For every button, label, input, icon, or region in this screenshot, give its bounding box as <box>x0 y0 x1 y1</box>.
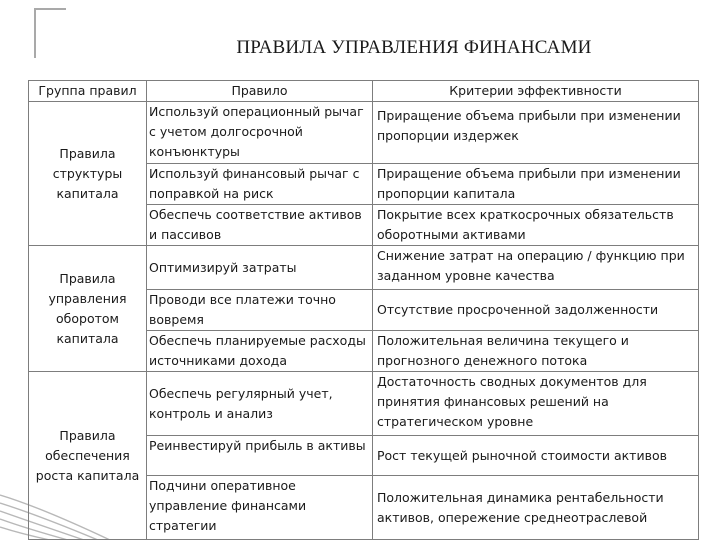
criterion-cell: Рост текущей рыночной стоимости активов <box>373 436 699 476</box>
criterion-cell: Приращение объема прибыли при изменении пропорции капитала <box>373 164 699 205</box>
criterion-cell: Приращение объема прибыли при изменении пропорции издержек <box>373 102 699 164</box>
rule-cell: Обеспечь регулярный учет, контроль и анализ <box>147 372 373 436</box>
table-row <box>29 246 699 290</box>
table-row <box>29 372 699 436</box>
group-cell: Правила управления оборотом капитала <box>29 246 147 372</box>
rule-cell: Подчини оперативное управление финансами стратегии <box>147 476 373 540</box>
criterion-cell: Положительная динамика рентабельности активов, опережение среднеотраслевой <box>373 476 699 540</box>
criterion-cell: Положительная величина текущего и прогнозного денежного потока <box>373 331 699 372</box>
rules-table <box>28 80 699 540</box>
table-row <box>29 102 699 164</box>
header-criteria: Критерии эффективности <box>373 81 699 102</box>
rule-cell: Оптимизируй затраты <box>147 246 373 290</box>
criterion-cell: Достаточность сводных документов для принятия финансовых решений на стратегическом уровне <box>373 372 699 436</box>
criterion-cell: Покрытие всех краткосрочных обязательств оборотными активами <box>373 205 699 246</box>
criterion-cell: Снижение затрат на операцию / функцию при заданном уровне качества <box>373 246 699 290</box>
rule-cell: Обеспечь соответствие активов и пассивов <box>147 205 373 246</box>
group-cell: Правила структуры капитала <box>29 102 147 246</box>
header-rule: Правило <box>147 81 373 102</box>
rule-cell: Используй операционный рычаг с учетом долгосрочной конъюнктуры <box>147 102 373 164</box>
header-group: Группа правил <box>29 81 147 102</box>
criterion-cell: Отсутствие просроченной задолженности <box>373 290 699 331</box>
rule-cell: Обеспечь планируемые расходы источниками дохода <box>147 331 373 372</box>
page-title: ПРАВИЛА УПРАВЛЕНИЯ ФИНАНСАМИ <box>236 37 592 58</box>
rule-cell: Проводи все платежи точно вовремя <box>147 290 373 331</box>
group-cell: Правила обеспечения роста капитала <box>29 372 147 540</box>
rule-cell: Используй финансовый рычаг с поправкой на риск <box>147 164 373 205</box>
header-row <box>29 81 699 102</box>
rule-cell: Реинвестируй прибыль в активы <box>147 436 373 476</box>
